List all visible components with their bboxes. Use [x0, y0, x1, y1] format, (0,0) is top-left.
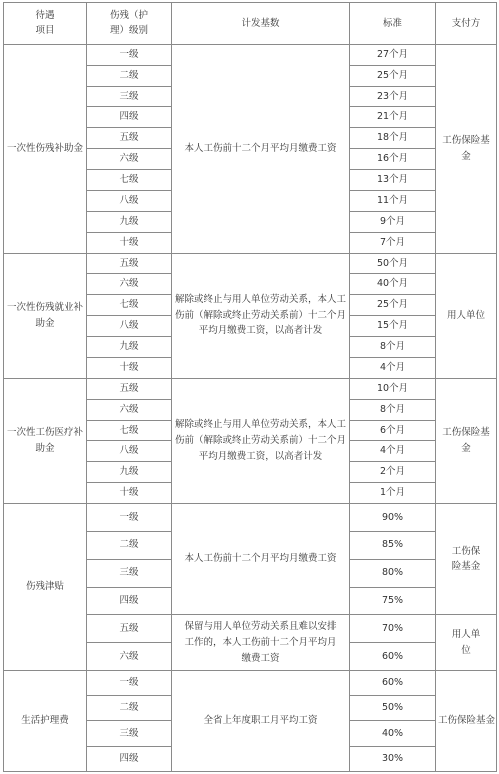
- item-cell: 一次性伤残补助金: [4, 44, 87, 253]
- payer-cell: 工伤保险基 金: [436, 378, 497, 503]
- standard-cell: 40%: [350, 721, 436, 746]
- standard-cell: 30%: [350, 746, 436, 771]
- table-row: [4, 671, 497, 696]
- table-row: [4, 44, 497, 65]
- standard-cell: 4个月: [350, 441, 436, 462]
- standard-cell: 11个月: [350, 190, 436, 211]
- standard-cell: 75%: [350, 587, 436, 615]
- grade-cell: 六级: [87, 399, 172, 420]
- standard-cell: 13个月: [350, 170, 436, 191]
- table-row: [4, 378, 497, 399]
- standard-cell: 50个月: [350, 253, 436, 274]
- grade-cell: 三级: [87, 86, 172, 107]
- grade-cell: 一级: [87, 504, 172, 532]
- header-row: [4, 3, 497, 45]
- standard-cell: 85%: [350, 531, 436, 559]
- grade-cell: 六级: [87, 149, 172, 170]
- standard-cell: 60%: [350, 643, 436, 671]
- base-cell: 保留与用人单位劳动关系且难以安排 工作的，本人工伤前十二个月平均月 缴费工资: [172, 615, 350, 671]
- standard-cell: 23个月: [350, 86, 436, 107]
- base-cell: 解除或终止与用人单位劳动关系，本人工 伤前（解除或终止劳动关系前）十二个月 平均月缴费工资，以高者计发: [172, 253, 350, 378]
- standard-cell: 70%: [350, 615, 436, 643]
- grade-cell: 六级: [87, 643, 172, 671]
- base-cell: 本人工伤前十二个月平均月缴费工资: [172, 504, 350, 615]
- standard-cell: 25个月: [350, 65, 436, 86]
- standard-cell: 18个月: [350, 128, 436, 149]
- standard-cell: 21个月: [350, 107, 436, 128]
- payer-cell: 工伤保险基 金: [436, 44, 497, 253]
- header-payer: 支付方: [436, 3, 497, 45]
- payer-cell: 工伤保 险基金: [436, 504, 497, 615]
- header-standard: 标准: [350, 3, 436, 45]
- standard-cell: 6个月: [350, 420, 436, 441]
- standard-cell: 7个月: [350, 232, 436, 253]
- standard-cell: 8个月: [350, 399, 436, 420]
- grade-cell: 九级: [87, 462, 172, 483]
- grade-cell: 八级: [87, 441, 172, 462]
- grade-cell: 四级: [87, 746, 172, 771]
- standard-cell: 1个月: [350, 483, 436, 504]
- header-grade: 伤残（护 理）级别: [87, 3, 172, 45]
- grade-cell: 九级: [87, 337, 172, 358]
- base-cell: 本人工伤前十二个月平均月缴费工资: [172, 44, 350, 253]
- grade-cell: 一级: [87, 44, 172, 65]
- grade-cell: 十级: [87, 232, 172, 253]
- grade-cell: 一级: [87, 671, 172, 696]
- standard-cell: 15个月: [350, 316, 436, 337]
- item-cell: 伤残津贴: [4, 504, 87, 671]
- grade-cell: 六级: [87, 274, 172, 295]
- grade-cell: 七级: [87, 295, 172, 316]
- item-cell: 一次性工伤医疗补 助金: [4, 378, 87, 503]
- grade-cell: 九级: [87, 211, 172, 232]
- standard-cell: 2个月: [350, 462, 436, 483]
- payer-cell: 用人单 位: [436, 615, 497, 671]
- table-row: [4, 504, 497, 532]
- grade-cell: 五级: [87, 615, 172, 643]
- grade-cell: 五级: [87, 128, 172, 149]
- grade-cell: 八级: [87, 190, 172, 211]
- grade-cell: 十级: [87, 357, 172, 378]
- grade-cell: 三级: [87, 721, 172, 746]
- payer-cell: 工伤保险基金: [436, 671, 497, 772]
- standard-cell: 9个月: [350, 211, 436, 232]
- base-cell: 全省上年度职工月平均工资: [172, 671, 350, 772]
- standard-cell: 90%: [350, 504, 436, 532]
- grade-cell: 五级: [87, 378, 172, 399]
- header-item: 待遇 项目: [4, 3, 87, 45]
- grade-cell: 三级: [87, 559, 172, 587]
- standard-cell: 27个月: [350, 44, 436, 65]
- grade-cell: 十级: [87, 483, 172, 504]
- grade-cell: 八级: [87, 316, 172, 337]
- grade-cell: 七级: [87, 420, 172, 441]
- header-base: 计发基数: [172, 3, 350, 45]
- grade-cell: 七级: [87, 170, 172, 191]
- standard-cell: 4个月: [350, 357, 436, 378]
- standard-cell: 60%: [350, 671, 436, 696]
- item-cell: 生活护理费: [4, 671, 87, 772]
- item-cell: 一次性伤残就业补 助金: [4, 253, 87, 378]
- grade-cell: 四级: [87, 107, 172, 128]
- standard-cell: 8个月: [350, 337, 436, 358]
- standard-cell: 10个月: [350, 378, 436, 399]
- benefits-table: [3, 2, 497, 772]
- grade-cell: 二级: [87, 65, 172, 86]
- grade-cell: 二级: [87, 696, 172, 721]
- grade-cell: 二级: [87, 531, 172, 559]
- standard-cell: 25个月: [350, 295, 436, 316]
- standard-cell: 50%: [350, 696, 436, 721]
- payer-cell: 用人单位: [436, 253, 497, 378]
- base-cell: 解除或终止与用人单位劳动关系，本人工 伤前（解除或终止劳动关系前）十二个月 平均月缴费工资，以高者计发: [172, 378, 350, 503]
- table-row: [4, 253, 497, 274]
- standard-cell: 80%: [350, 559, 436, 587]
- grade-cell: 五级: [87, 253, 172, 274]
- grade-cell: 四级: [87, 587, 172, 615]
- standard-cell: 16个月: [350, 149, 436, 170]
- standard-cell: 40个月: [350, 274, 436, 295]
